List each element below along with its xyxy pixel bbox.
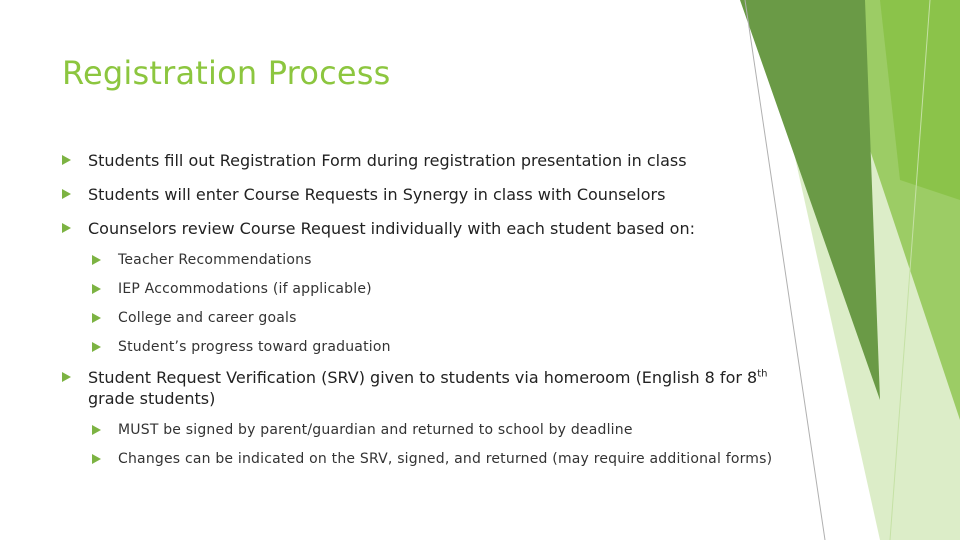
triangle-right-icon: [92, 425, 101, 435]
bullet-item: [62, 150, 782, 171]
triangle-right-icon: [62, 372, 71, 382]
ordinal-superscript: th: [757, 368, 768, 380]
sub-bullet-item: [92, 338, 782, 357]
bullet-item: [62, 184, 782, 205]
triangle-right-icon: [62, 189, 71, 199]
bullet-text: Students will enter Course Requests in Synergy in class with Counselors: [88, 185, 666, 204]
sub-bullet-item: [92, 251, 782, 270]
triangle-right-icon: [92, 284, 101, 294]
triangle-right-icon: [92, 454, 101, 464]
triangle-right-icon: [62, 223, 71, 233]
sub-bullet-text: IEP Accommodations (if applicable): [118, 281, 372, 297]
triangle-right-icon: [92, 342, 101, 352]
triangle-right-icon: [92, 313, 101, 323]
sub-bullet-text: Teacher Recommendations: [118, 252, 312, 268]
sub-bullet-text: College and career goals: [118, 310, 297, 326]
bullet-text-before: Student Request Verification (SRV) given to students via homeroom (English 8 for 8: [88, 368, 758, 387]
sub-bullet-item: [92, 450, 782, 469]
sub-bullet-text: Changes can be indicated on the SRV, signed, and returned (may require additional forms): [118, 451, 773, 467]
bullet-text: Counselors review Course Request individually with each student based on:: [88, 219, 695, 238]
bullet-text-after: grade students): [88, 389, 216, 408]
sub-bullet-item: [92, 421, 782, 440]
sub-bullet-item: [92, 280, 782, 299]
bullet-text: Students fill out Registration Form during registration presentation in class: [88, 151, 687, 170]
sub-bullet-item: [92, 309, 782, 328]
sub-bullet-text: MUST be signed by parent/guardian and returned to school by deadline: [118, 422, 633, 438]
slide-title: Registration Process: [62, 54, 391, 92]
bullet-list: [62, 150, 782, 479]
triangle-right-icon: [62, 155, 71, 165]
bullet-item: [62, 367, 782, 409]
bullet-item: [62, 218, 782, 239]
triangle-right-icon: [92, 255, 101, 265]
sub-bullet-text: Student’s progress toward graduation: [118, 339, 391, 355]
